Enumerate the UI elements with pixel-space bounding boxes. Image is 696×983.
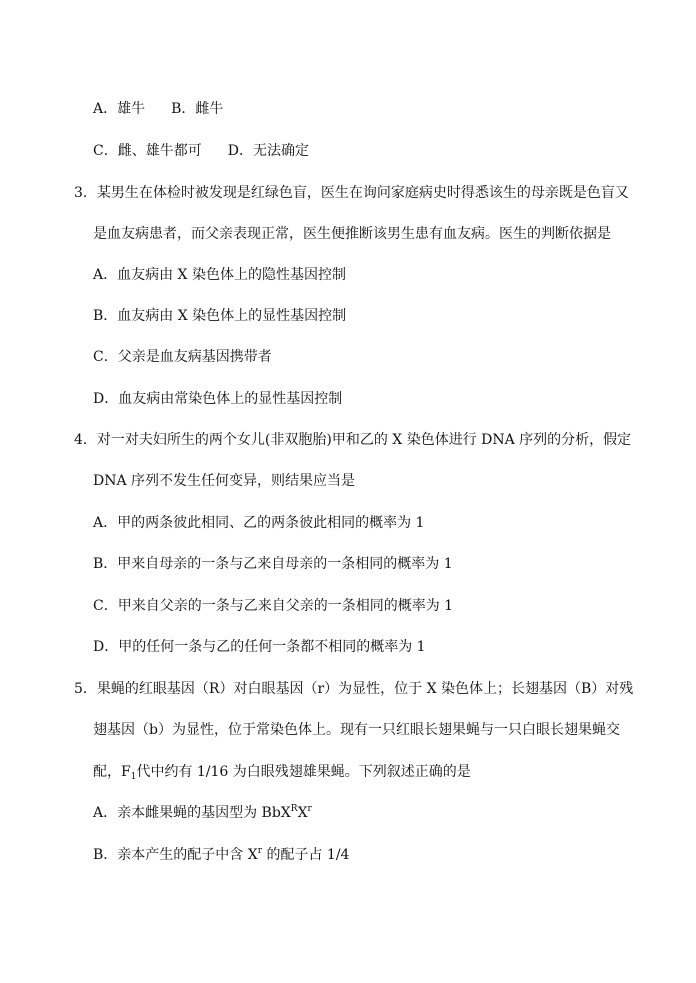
q5-option-a-sup-2: r — [307, 804, 312, 814]
q4-option-c: C．甲来自父亲的一条与乙来自父亲的一条相同的概率为 1 — [93, 598, 454, 614]
q2-option-a: A．雄牛 — [93, 101, 146, 117]
q4-option-a: A．甲的两条彼此相同、乙的两条彼此相同的概率为 1 — [93, 515, 425, 531]
q3-option-a: A．血友病由 X 染色体上的隐性基因控制 — [93, 267, 346, 283]
q5-option-b-prefix: B．亲本产生的配子中含 X — [93, 847, 258, 863]
q5-stem-line-1: 5．果蝇的红眼基因（R）对白眼基因（r）为显性，位于 X 染色体上；长翅基因（B）对残 — [74, 681, 634, 697]
q4-stem-line-2: DNA 序列不发生任何变异，则结果应当是 — [93, 473, 356, 489]
q2-option-b: B．雌牛 — [171, 101, 224, 117]
q5-option-b-suffix: 的配子占 1/4 — [262, 847, 350, 863]
q3-option-c: C．父亲是血友病基因携带者 — [93, 349, 272, 365]
q5-option-a-mid: X — [297, 805, 308, 821]
q5-option-a-sup-1: R — [290, 804, 298, 814]
q5-stem-line-2: 翅基因（b）为显性，位于常染色体上。现有一只红眼长翅果蝇与一只白眼长翅果蝇交 — [93, 722, 620, 738]
q3-stem-line-1: 3．某男生在体检时被发现是红绿色盲，医生在询问家庭病史时得悉该生的母亲既是色盲又 — [74, 185, 629, 201]
q5-option-b-sup: r — [257, 846, 263, 856]
q3-option-b: B．血友病由 X 染色体上的显性基因控制 — [93, 308, 347, 324]
q2-options-row-1 — [93, 99, 223, 119]
q5-stem-3-subscript: 1 — [130, 772, 137, 782]
q2-options-row-2 — [93, 141, 309, 161]
q3-option-d: D．血友病由常染色体上的显性基因控制 — [93, 391, 343, 407]
q5-stem-3-prefix: 配，F — [93, 764, 131, 780]
q5-option-a — [93, 803, 312, 823]
q5-option-a-prefix: A．亲本雌果蝇的基因型为 BbX — [93, 805, 291, 821]
q4-stem-line-1: 4．对一对夫妇所生的两个女儿(非双胞胎)甲和乙的 X 染色体进行 DNA 序列的分析，假定 — [74, 432, 632, 448]
q4-option-d: D．甲的任何一条与乙的任何一条都不相同的概率为 1 — [93, 639, 426, 655]
q5-option-b — [93, 845, 349, 865]
q3-stem-line-2: 是血友病患者，而父亲表现正常，医生便推断该男生患有血友病。医生的判断依据是 — [93, 226, 611, 242]
q2-option-c: C．雌、雄牛都可 — [93, 143, 202, 159]
q5-stem-line-3 — [93, 762, 471, 782]
q2-option-d: D．无法确定 — [227, 143, 309, 159]
q5-stem-3-suffix: 代中约有 1/16 为白眼残翅雄果蝇。下列叙述正确的是 — [136, 764, 471, 780]
q4-option-b: B．甲来自母亲的一条与乙来自母亲的一条相同的概率为 1 — [93, 556, 453, 572]
